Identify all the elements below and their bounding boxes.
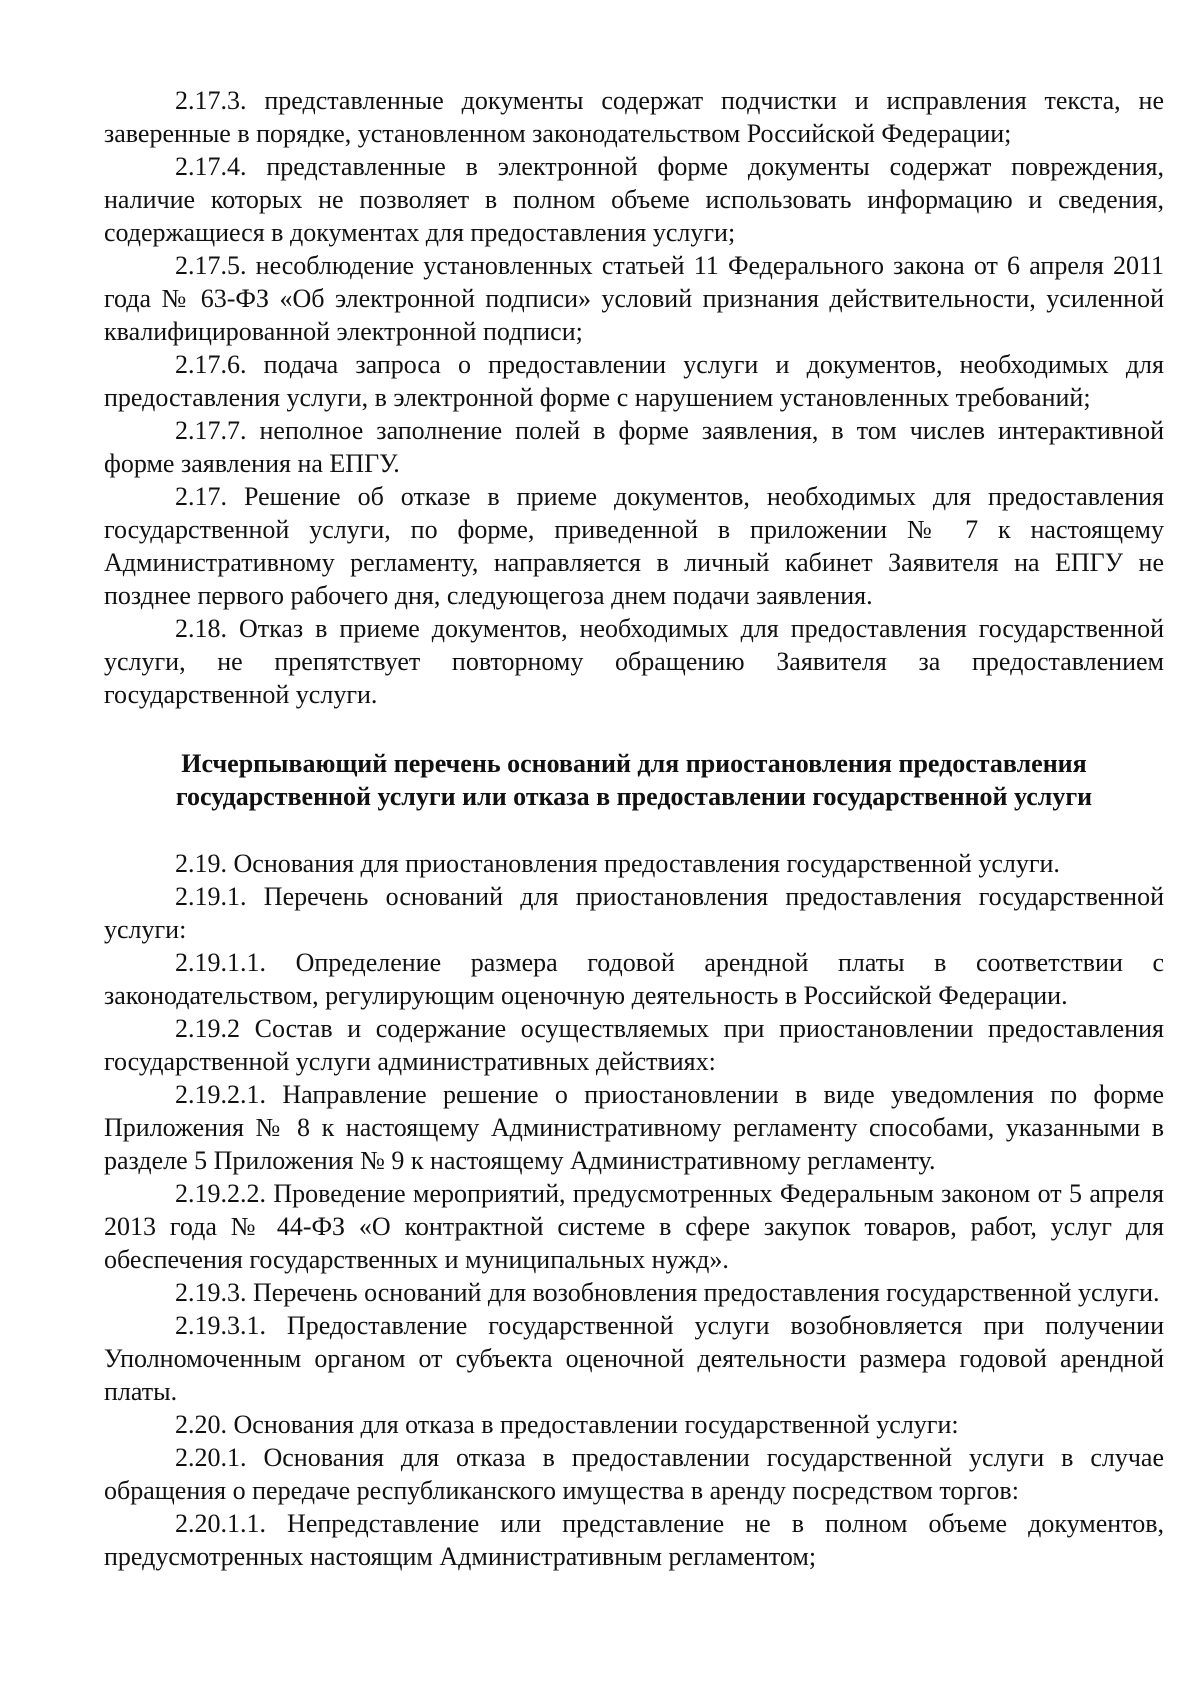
section-heading-line-1: Исчерпывающий перечень оснований для приостановления предоставления [181, 749, 1087, 778]
section-heading-line-2: государственной услуги или отказа в предоставлении государственной услуги [175, 782, 1093, 811]
paragraph-2-17-5: 2.17.5. несоблюдение установленных статьей 11 Федерального закона от 6 апреля 2011 года № 63-ФЗ «Об электронной подписи» условий признания действительности, усиленной квалифицированной электронной подписи; [104, 251, 1164, 346]
paragraph-2-19-3-1: 2.19.3.1. Предоставление государственной услуги возобновляется при получении Уполномоченным органом от субъекта оценочной деятельности размера годовой арендной платы. [104, 1311, 1164, 1406]
paragraph-2-19-1: 2.19.1. Перечень оснований для приостановления предоставления государственной услуги: [104, 882, 1164, 944]
paragraph-2-17-7: 2.17.7. неполное заполнение полей в форме заявления, в том числев интерактивной форме заявления на ЕПГУ. [104, 416, 1164, 478]
paragraph-2-19-2-1: 2.19.2.1. Направление решение о приостановлении в виде уведомления по форме Приложения № 8 к настоящему Административному регламенту способами, указанными в разделе 5 Приложения № 9 к настоящему Административному регламенту. [104, 1080, 1164, 1175]
paragraph-2-19-2-2: 2.19.2.2. Проведение мероприятий, предусмотренных Федеральным законом от 5 апреля 2013 года № 44-ФЗ «О контрактной системе в сфере закупок товаров, работ, услуг для обеспечения государственных и муниципальных нужд». [104, 1179, 1164, 1274]
paragraph-2-17: 2.17. Решение об отказе в приеме документов, необходимых для предоставления государственной услуги, по форме, приведенной в приложении № 7 к настоящему Административному регламенту, направляется в личный кабинет Заявителя на ЕПГУ не позднее первого рабочего дня, следующегоза днем подачи заявления. [104, 482, 1164, 610]
paragraph-2-17-4: 2.17.4. представленные в электронной форме документы содержат повреждения, наличие которых не позволяет в полном объеме использовать информацию и сведения, содержащиеся в документах для предоставления услуги; [104, 152, 1164, 247]
paragraph-2-19-2: 2.19.2 Состав и содержание осуществляемых при приостановлении предоставления государственной услуги административных действиях: [104, 1014, 1164, 1076]
paragraph-2-18: 2.18. Отказ в приеме документов, необходимых для предоставления государственной услуги, не препятствует повторному обращению Заявителя за предоставлением государственной услуги. [104, 614, 1164, 709]
paragraph-2-17-3: 2.17.3. представленные документы содержат подчистки и исправления текста, не заверенные в порядке, установленном законодательством Российской Федерации; [104, 86, 1164, 148]
paragraph-2-20: 2.20. Основания для отказа в предоставлении государственной услуги: [175, 1410, 959, 1439]
paragraph-2-19: 2.19. Основания для приостановления предоставления государственной услуги. [175, 849, 1060, 878]
paragraph-2-19-3: 2.19.3. Перечень оснований для возобновления предоставления государственной услуги. [175, 1278, 1160, 1307]
document-page [104, 84, 1164, 1573]
paragraph-2-17-6: 2.17.6. подача запроса о предоставлении услуги и документов, необходимых для предоставления услуги, в электронной форме с нарушением установленных требований; [104, 350, 1164, 412]
paragraph-2-19-1-1: 2.19.1.1. Определение размера годовой арендной платы в соответствии с законодательством, регулирующим оценочную деятельность в Российской Федерации. [104, 948, 1164, 1010]
paragraph-2-20-1: 2.20.1. Основания для отказа в предоставлении государственной услуги в случае обращения о передаче республиканского имущества в аренду посредством торгов: [104, 1443, 1164, 1505]
paragraph-2-20-1-1: 2.20.1.1. Непредставление или представление не в полном объеме документов, предусмотренных настоящим Административным регламентом; [104, 1509, 1164, 1571]
section-heading [104, 747, 1164, 813]
